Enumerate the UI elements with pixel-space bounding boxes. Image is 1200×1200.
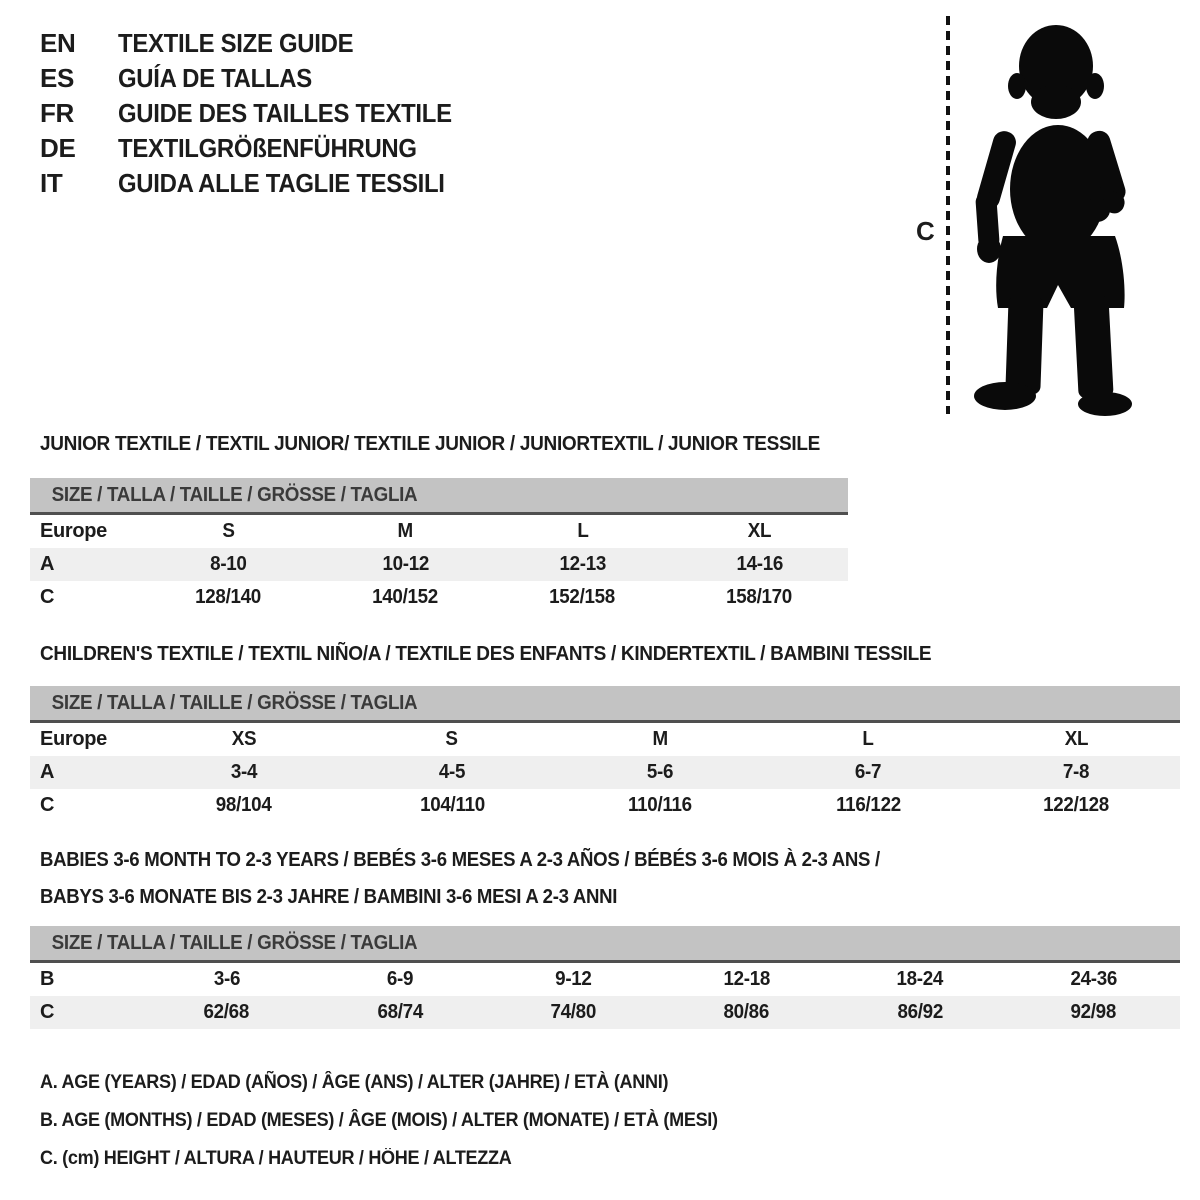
lang-row-en [40,26,481,61]
size-header-bar [30,926,1180,963]
junior-section-title: JUNIOR TEXTILE / TEXTIL JUNIOR/ TEXTILE JUNIOR / JUNIORTEXTIL / JUNIOR TESSILE [40,433,821,455]
row-label: A [40,761,55,783]
legend-line-c: C. (cm) HEIGHT / ALTURA / HAUTEUR / HÖHE / ALTEZZA [40,1148,512,1169]
lang-title: TEXTILE SIZE GUIDE [118,28,354,58]
toddler-silhouette-icon [963,14,1137,416]
value-cell: 152/158 [549,586,616,608]
children-header-row [30,723,1180,756]
lang-row-es [40,61,481,96]
value-cell: 86/92 [897,1001,943,1023]
babies-row-b [30,963,1180,996]
size-col: S [445,728,459,750]
size-col: XL [1064,728,1088,750]
babies-section-title [40,842,943,916]
size-col: XS [231,728,257,750]
value-cell: 12-13 [559,553,606,575]
junior-row-a [30,548,848,581]
babies-title-line2: BABYS 3-6 MONATE BIS 2-3 JAHRE / BAMBINI 3-6 MESI A 2-3 ANNI [40,886,618,908]
value-cell: 8-10 [210,553,247,575]
value-cell: 140/152 [372,586,439,608]
value-cell: 80/86 [723,1001,770,1023]
babies-title-line1: BABIES 3-6 MONTH TO 2-3 YEARS / BEBÉS 3-6 MESES A 2-3 AÑOS / BÉBÉS 3-6 MOIS À 2-3 ANS / [40,849,880,871]
value-cell: 104/110 [419,794,485,816]
size-col: XL [747,520,772,542]
lang-row-fr [40,96,481,131]
children-row-c [30,789,1180,822]
value-cell: 3-4 [230,761,258,783]
region-label: Europe [40,520,107,542]
size-col: M [652,728,668,750]
value-cell: 98/104 [216,794,272,816]
row-label: C [40,586,55,608]
lang-code: FR [40,98,75,128]
value-cell: 92/98 [1070,1001,1117,1023]
value-cell: 14-16 [736,553,783,575]
legend-line-b: B. AGE (MONTHS) / EDAD (MESES) / ÂGE (MOIS) / ALTER (MONATE) / ETÀ (MESI) [40,1110,718,1131]
size-col: L [576,520,589,542]
row-label: C [40,1001,55,1023]
lang-title: GUÍA DE TALLAS [118,63,312,93]
children-section-title: CHILDREN'S TEXTILE / TEXTIL NIÑO/A / TEXTILE DES ENFANTS / KINDERTEXTIL / BAMBINI TESSILE [40,643,932,665]
value-cell: 7-8 [1062,761,1090,783]
legend-line-a: A. AGE (YEARS) / EDAD (AÑOS) / ÂGE (ANS) / ALTER (JAHRE) / ETÀ (ANNI) [40,1072,669,1093]
value-cell: 128/140 [195,586,262,608]
value-cell: 110/116 [628,794,692,816]
value-cell: 6-9 [386,968,414,990]
value-cell: 68/74 [377,1001,423,1023]
value-cell: 62/68 [203,1001,250,1023]
value-cell: 4-5 [438,761,466,783]
value-cell: 24-36 [1070,968,1117,990]
region-label: Europe [40,728,107,750]
value-cell: 122/128 [1043,794,1109,816]
lang-code: ES [40,63,75,93]
lang-row-it [40,166,481,201]
children-row-a [30,756,1180,789]
value-cell: 10-12 [382,553,429,575]
row-label: C [40,794,55,816]
value-cell: 5-6 [646,761,674,783]
babies-size-table [30,926,1180,1029]
junior-header-row [30,515,848,548]
lang-code: IT [40,168,63,198]
size-col: S [222,520,235,542]
value-cell: 12-18 [723,968,770,990]
language-title-list [40,26,481,201]
measurement-legend [40,1064,753,1178]
size-header-label: SIZE / TALLA / TAILLE / GRÖSSE / TAGLIA [51,483,418,506]
size-col: L [862,728,874,750]
value-cell: 158/170 [726,586,793,608]
lang-title: GUIDE DES TAILLES TEXTILE [118,98,452,128]
height-measure-label: C [916,216,935,246]
junior-row-c [30,581,848,614]
junior-size-table [30,478,848,614]
size-header-bar [30,686,1180,723]
row-label: B [40,968,55,990]
size-col: M [397,520,414,542]
value-cell: 6-7 [854,761,882,783]
height-measure-dashed-line [944,16,952,414]
value-cell: 116/122 [835,794,901,816]
value-cell: 9-12 [555,968,592,990]
children-size-table [30,686,1180,822]
size-header-label: SIZE / TALLA / TAILLE / GRÖSSE / TAGLIA [51,931,418,954]
size-header-bar [30,478,848,515]
row-label: A [40,553,55,575]
size-header-label: SIZE / TALLA / TAILLE / GRÖSSE / TAGLIA [51,691,418,714]
value-cell: 3-6 [213,968,240,990]
babies-row-c [30,996,1180,1029]
lang-title: GUIDA ALLE TAGLIE TESSILI [118,168,445,198]
lang-code: DE [40,133,76,163]
value-cell: 74/80 [550,1001,597,1023]
lang-code: EN [40,28,76,58]
lang-row-de [40,131,481,166]
value-cell: 18-24 [896,968,944,990]
lang-title: TEXTILGRÖßENFÜHRUNG [118,133,417,163]
